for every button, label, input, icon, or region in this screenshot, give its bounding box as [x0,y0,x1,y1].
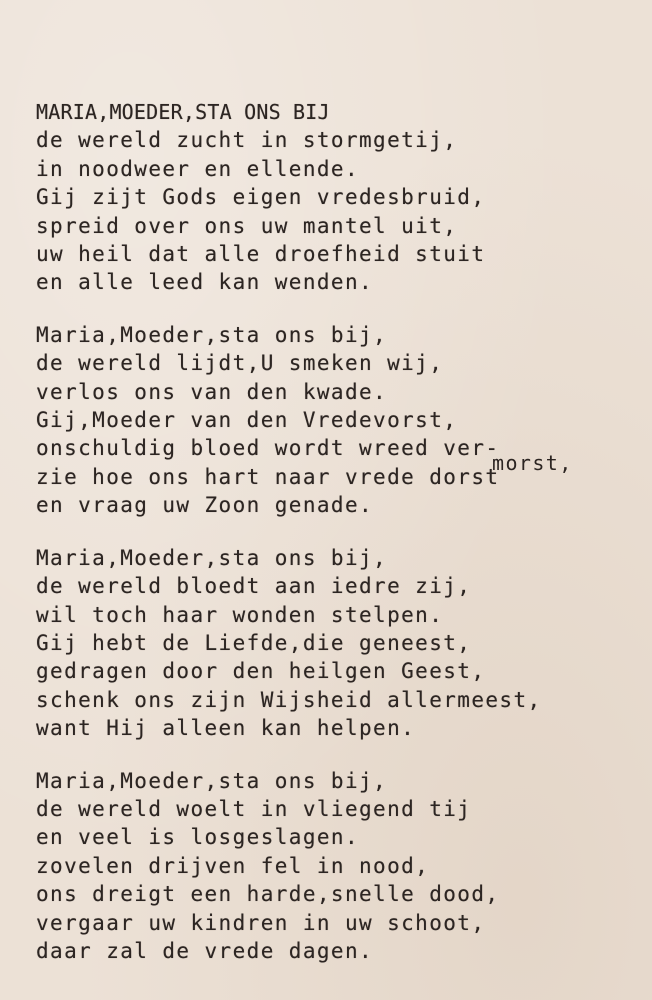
poem-line: Maria,Moeder,sta ons bij, [36,768,388,793]
poem-line: de wereld bloedt aan iedre zij, [36,574,472,599]
poem-line: ons dreigt een harde,snelle dood, [36,882,500,907]
stanza-3 [36,544,636,743]
poem-line: en vraag uw Zoon genade. [36,493,374,518]
overtyped-note: morst, [492,450,573,475]
poem-line: in noodweer en ellende. [36,156,359,181]
poem-line: Gij,Moeder van den Vredevorst, [36,408,458,433]
poem-line: want Hij alleen kan helpen. [36,716,416,741]
poem-line: de wereld lijdt,U smeken wij, [36,351,444,376]
stanza-4 [36,767,636,966]
poem-line: Gij hebt de Liefde,die geneest, [36,630,472,655]
poem-line: zie hoe ons hart naar vrede dorst [36,464,500,489]
poem-line: onschuldig bloed wordt wreed ver- [36,436,500,461]
poem-line: vergaar uw kindren in uw schoot, [36,910,486,935]
poem-line: Gij zijt Gods eigen vredesbruid, [36,185,486,210]
line-with-overtyped-note [36,450,636,491]
poem-line: uw heil dat alle droefheid stuit [36,242,486,267]
stanza-1 [36,98,636,297]
poem [36,98,636,989]
poem-line: verlos ons van den kwade. [36,379,388,404]
poem-title-line: MARIA,MOEDER,STA ONS BIJ [36,100,330,124]
poem-line: spreid over ons uw mantel uit, [36,213,458,238]
poem-line: gedragen door den heilgen Geest, [36,659,486,684]
poem-line: daar zal de vrede dagen. [36,938,374,963]
poem-line: schenk ons zijn Wijsheid allermeest, [36,687,542,712]
stanza-2 [36,321,636,520]
poem-line: en veel is losgeslagen. [36,825,359,850]
poem-line: de wereld zucht in stormgetij, [36,128,458,153]
poem-line: Maria,Moeder,sta ons bij, [36,322,388,347]
poem-line: wil toch haar wonden stelpen. [36,602,444,627]
poem-line: zovelen drijven fel in nood, [36,853,430,878]
poem-line: Maria,Moeder,sta ons bij, [36,545,388,570]
poem-line: de wereld woelt in vliegend tij [36,796,472,821]
poem-line: en alle leed kan wenden. [36,270,374,295]
